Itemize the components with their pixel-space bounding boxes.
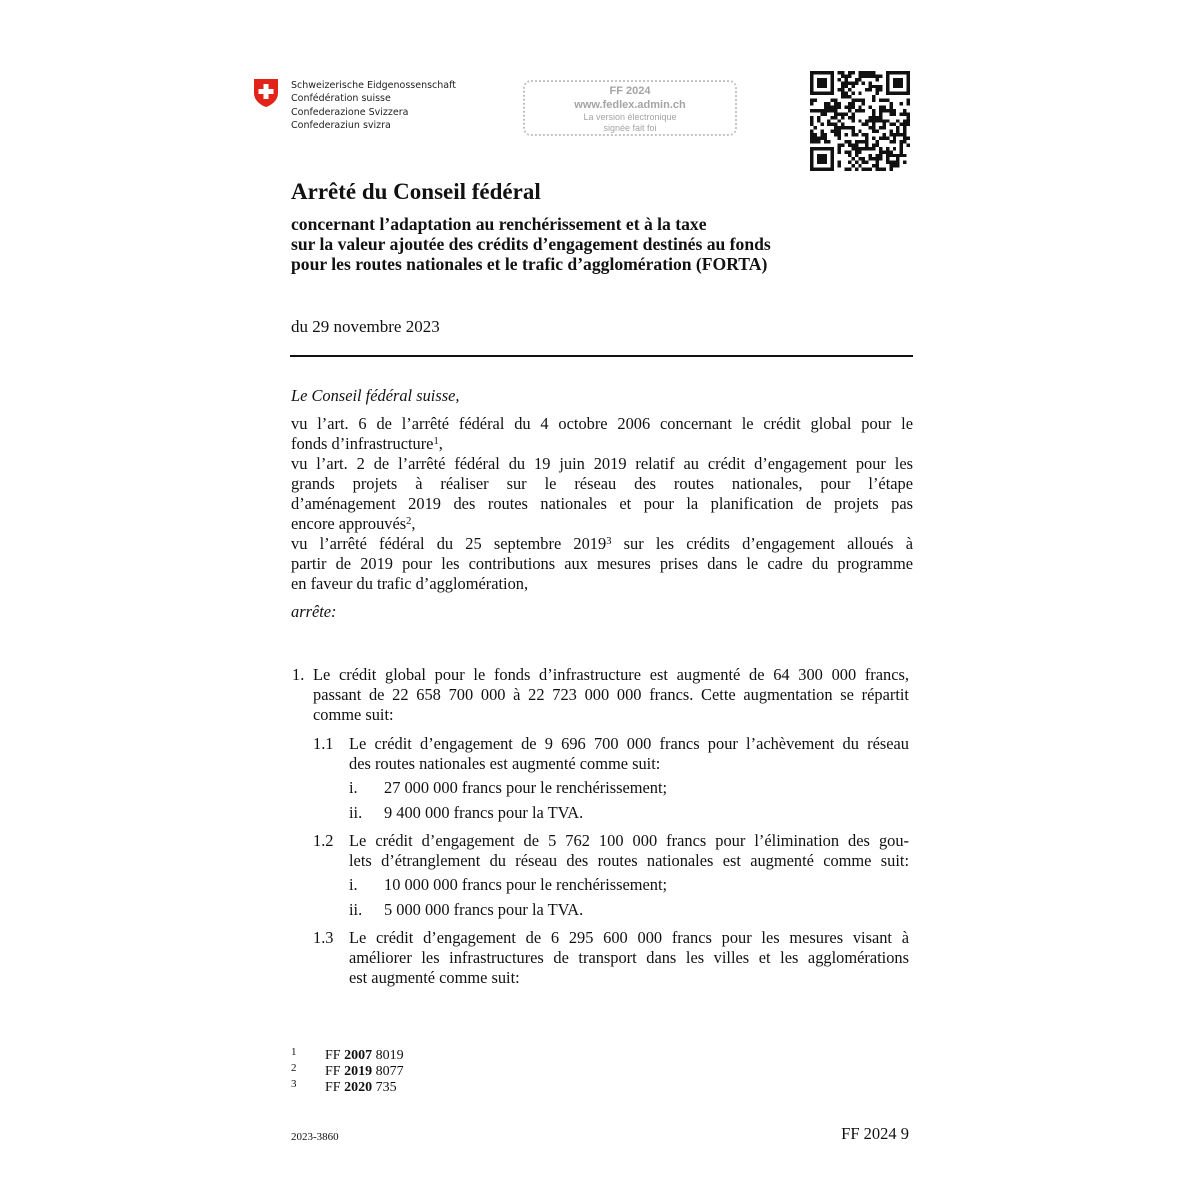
document-subtitle bbox=[291, 214, 771, 274]
item-line: lets d’étranglement du réseau des routes nationales est augmenté comme suit: bbox=[349, 851, 909, 870]
footnote-prefix: FF bbox=[325, 1080, 345, 1095]
item-line: Le crédit d’engagement de 5 762 100 000 francs pour l’élimination des gou- bbox=[349, 831, 909, 850]
recital-line: en faveur du trafic d’agglomération, bbox=[291, 574, 529, 593]
item-number: 1.1 bbox=[313, 734, 334, 753]
subitem-text: 10 000 000 francs pour le renchérissement; bbox=[384, 875, 668, 894]
preamble bbox=[291, 386, 913, 406]
qr-code-icon bbox=[810, 71, 910, 171]
footnote-year: 2007 bbox=[344, 1048, 373, 1063]
item-number: 1.2 bbox=[313, 831, 334, 850]
subitem-text: 27 000 000 francs pour le renchérissement; bbox=[384, 778, 668, 797]
item-1-2 bbox=[349, 831, 909, 871]
item-1-1 bbox=[349, 734, 909, 774]
item-line: des routes nationales est augmenté comme suit: bbox=[349, 754, 661, 773]
item-line: Le crédit d’engagement de 9 696 700 000 francs pour l’achèvement du réseau bbox=[349, 734, 909, 753]
confed-name-de: Schweizerische Eidgenossenschaft bbox=[291, 80, 457, 91]
page-reference: FF 2024 9 bbox=[841, 1124, 909, 1143]
subtitle-line: sur la valeur ajoutée des crédits d’engagement destinés au fonds bbox=[291, 234, 771, 254]
recital-line: vu l’art. 6 de l’arrêté fédéral du 4 octobre 2006 concernant le crédit global pour le bbox=[291, 414, 913, 433]
footnote-ref[interactable]: 3 bbox=[606, 536, 612, 547]
item-1-3 bbox=[349, 928, 909, 988]
footnote-prefix: FF bbox=[325, 1048, 345, 1063]
item-number: 1.3 bbox=[313, 928, 334, 947]
decree-word: arrête: bbox=[291, 602, 337, 621]
footnote-number: 3 bbox=[291, 1078, 297, 1090]
subitem-number: i. bbox=[349, 778, 358, 797]
fedlex-stamp bbox=[523, 80, 737, 136]
confederation-names bbox=[291, 79, 456, 132]
footnote-number: 2 bbox=[291, 1062, 297, 1074]
footnote-year: 2019 bbox=[344, 1064, 373, 1079]
subitem-number: i. bbox=[349, 875, 358, 894]
footnote-page: 735 bbox=[372, 1080, 397, 1095]
article-number: 1. bbox=[292, 665, 305, 684]
recital-line: partir de 2019 pour les contributions aux mesures prises dans le cadre du programme bbox=[291, 554, 913, 573]
item-line: améliorer les infrastructures de transport dans les villes et les agglomérations bbox=[349, 948, 909, 967]
decree-word-block bbox=[291, 602, 913, 622]
footnote-year: 2020 bbox=[344, 1080, 373, 1095]
recital-punct: , bbox=[438, 434, 443, 453]
confed-name-fr: Confédération suisse bbox=[291, 93, 391, 105]
recital-line: d’aménagement 2019 des routes nationales et pour la planification de projets pas bbox=[291, 494, 913, 513]
footnote-prefix: FF bbox=[325, 1064, 345, 1079]
article-line: comme suit: bbox=[313, 705, 394, 724]
document-number: 2023-3860 bbox=[291, 1131, 339, 1143]
qr-modules bbox=[810, 71, 910, 171]
swiss-shield-icon bbox=[253, 78, 279, 108]
recital-line: sur les crédits d’engagement alloués à bbox=[611, 534, 913, 553]
item-line: Le crédit d’engagement de 6 295 600 000 francs pour les mesures visant à bbox=[349, 928, 909, 947]
article-line: passant de 22 658 700 000 à 22 723 000 000 francs. Cette augmentation se répartit bbox=[313, 685, 909, 704]
recital-punct: , bbox=[411, 514, 416, 533]
recital-line: fonds d’infrastructure bbox=[291, 434, 434, 453]
preamble-recital-1 bbox=[291, 414, 913, 594]
document-date: du 29 novembre 2023 bbox=[291, 317, 440, 336]
subitem-text: 9 400 000 francs pour la TVA. bbox=[384, 803, 584, 822]
footnote-ref[interactable]: 2 bbox=[406, 516, 412, 527]
footnote-number: 1 bbox=[291, 1046, 297, 1058]
recital-line: grands projets à réaliser sur le réseau des routes nationales, pour l’étape bbox=[291, 474, 913, 493]
item-line: est augmenté comme suit: bbox=[349, 968, 520, 987]
recital-line: encore approuvés bbox=[291, 514, 407, 533]
stamp-line-3: La version électronique bbox=[583, 112, 677, 122]
footnote-page: 8077 bbox=[372, 1064, 404, 1079]
confed-name-rm: Confederaziun svizra bbox=[291, 119, 391, 131]
recital-line: vu l’art. 2 de l’arrêté fédéral du 19 juin 2019 relatif au crédit d’engagement pour les bbox=[291, 454, 913, 473]
stamp-line-1: FF 2024 bbox=[609, 85, 651, 97]
stamp-line-4: signée fait foi bbox=[603, 123, 657, 133]
stamp-line-2: www.fedlex.admin.ch bbox=[574, 99, 686, 111]
subtitle-line: concernant l’adaptation au renchérissement et à la taxe bbox=[291, 214, 707, 234]
preamble-intro: Le Conseil fédéral suisse, bbox=[291, 386, 460, 405]
article-1 bbox=[313, 665, 909, 725]
document-title: Arrêté du Conseil fédéral bbox=[291, 179, 541, 204]
footnote-page: 8019 bbox=[372, 1048, 404, 1063]
recital-line: vu l’arrêté fédéral du 25 septembre 2019 bbox=[291, 534, 607, 553]
title-divider bbox=[290, 355, 913, 357]
confed-name-it: Confederazione Svizzera bbox=[291, 106, 409, 118]
footnote-ref[interactable]: 1 bbox=[433, 436, 439, 447]
subitem-text: 5 000 000 francs pour la TVA. bbox=[384, 900, 584, 919]
subitem-number: ii. bbox=[349, 900, 363, 919]
article-line: Le crédit global pour le fonds d’infrastructure est augmenté de 64 300 000 francs, bbox=[313, 665, 909, 684]
subitem-number: ii. bbox=[349, 803, 363, 822]
subtitle-line: pour les routes nationales et le trafic d’agglomération (FORTA) bbox=[291, 254, 768, 274]
